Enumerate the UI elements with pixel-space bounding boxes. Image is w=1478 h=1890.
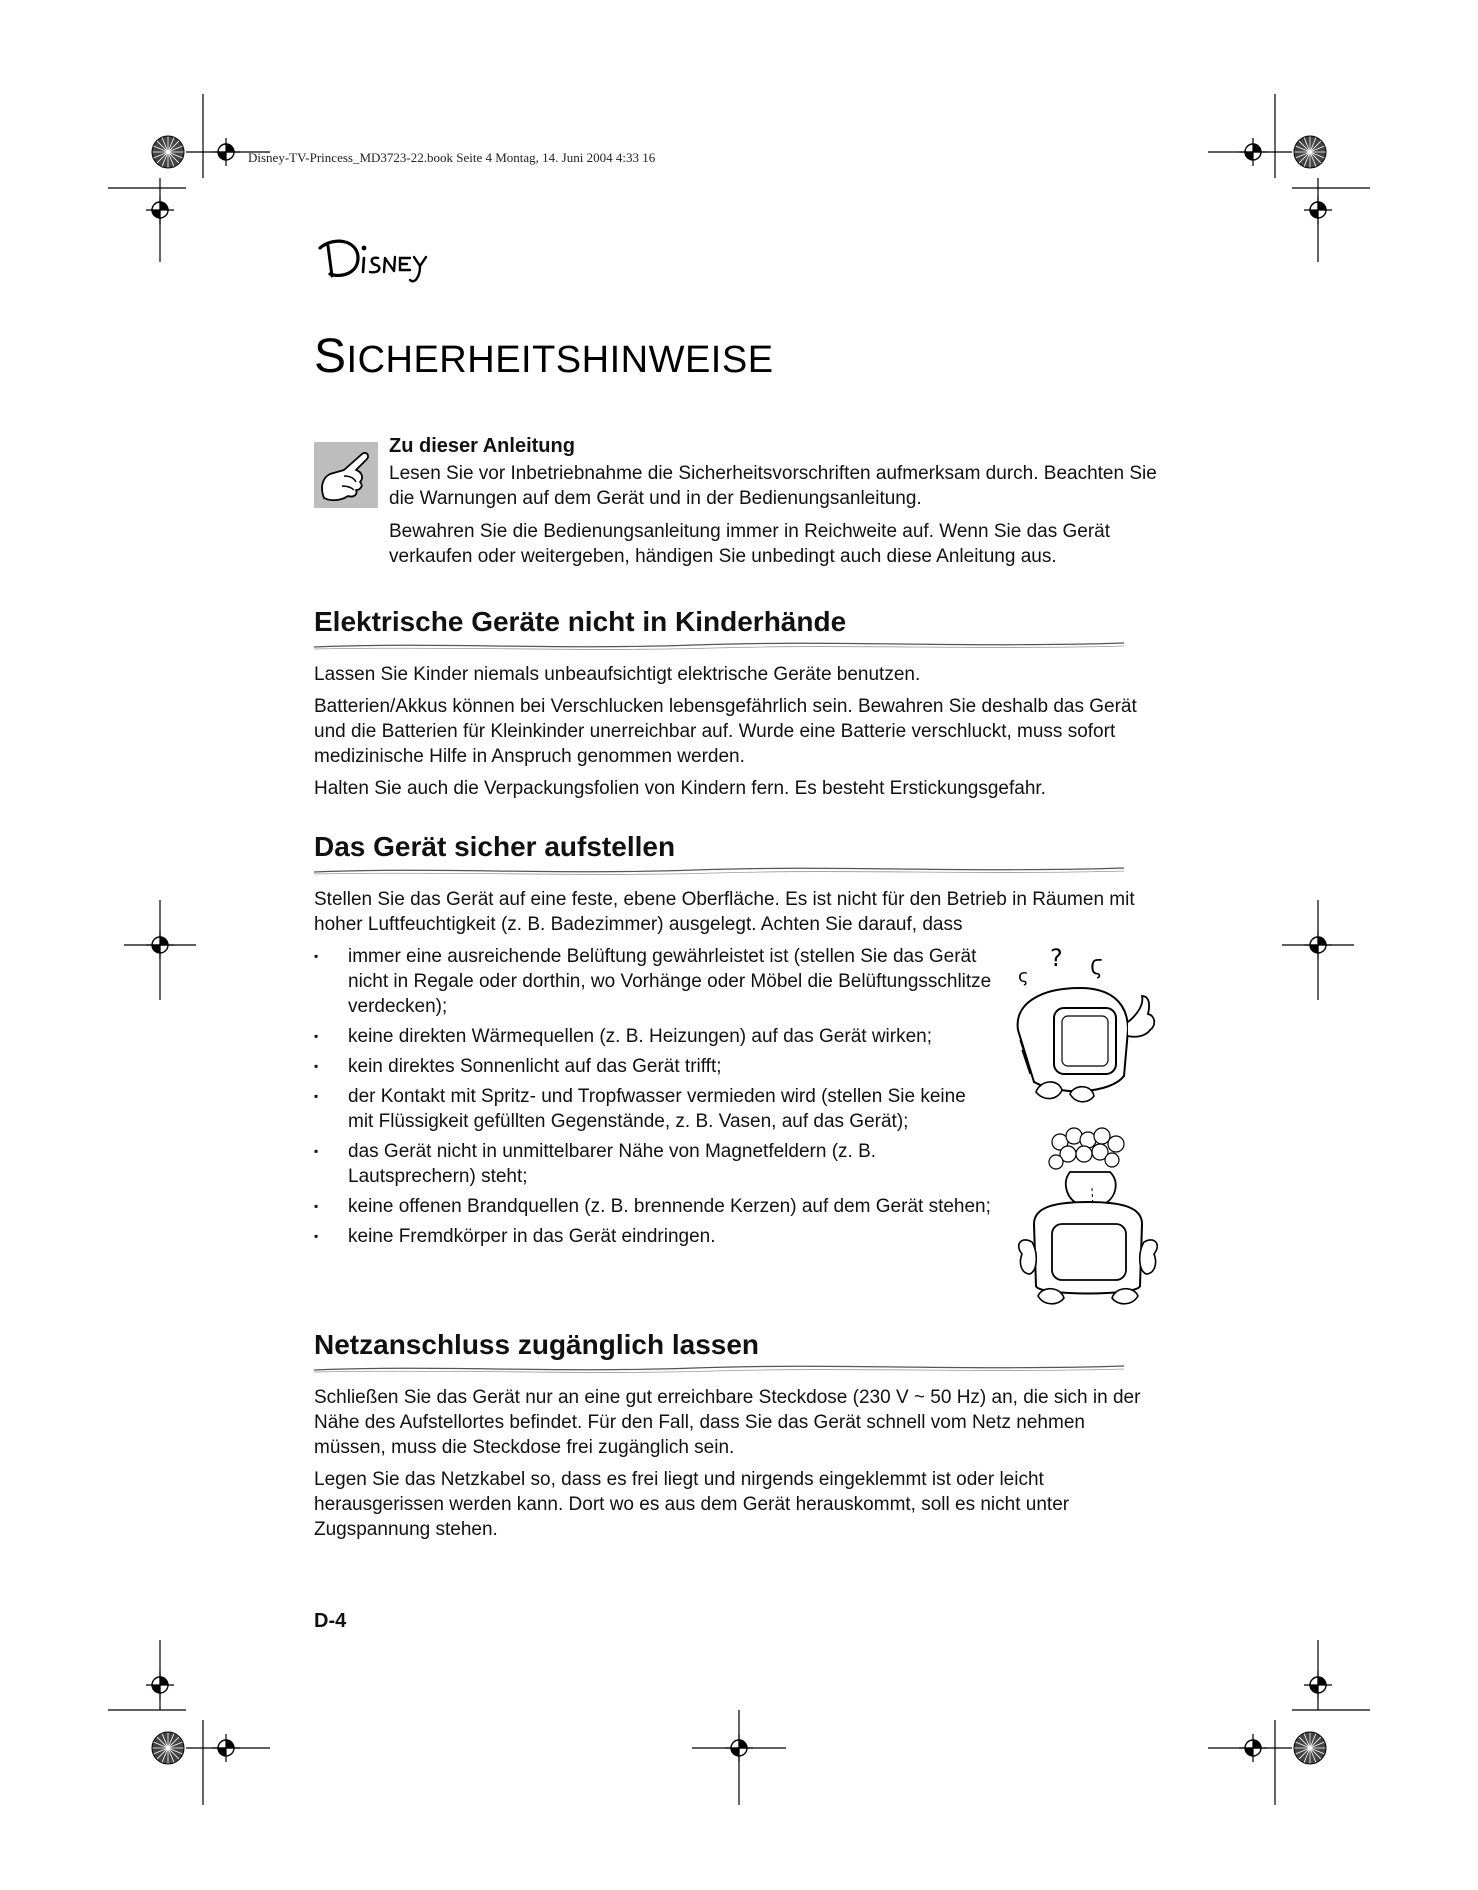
- disney-logo-text: Disney: [314, 287, 317, 288]
- list-item: ▪ der Kontakt mit Spritz- und Tropfwasser vermieden wird (stellen Sie keine mit Flüssigkeit gefüllten Gegenstände, z. B. Vasen, auf das Gerät);: [314, 1084, 994, 1134]
- svg-text:?: ?: [1050, 944, 1063, 972]
- page-title-initial: S: [314, 330, 347, 383]
- paragraph: Schließen Sie das Gerät nur an eine gut erreichbare Steckdose (230 V ~ 50 Hz) an, die sich in der Nähe des Aufstellortes befindet. Für den Fall, dass Sie das Gerät schnell vom Netz nehmen müssen, muss die Steckdose frei zugänglich sein.: [314, 1387, 1141, 1458]
- section-divider: [314, 1361, 1124, 1377]
- section-body-setup: [314, 887, 1156, 944]
- paragraph: Stellen Sie das Gerät auf eine feste, ebene Oberfläche. Es ist nicht für den Betrieb in Räumen mit hoher Luftfeuchtigkeit (z. B. Badezimmer) ausgelegt. Achten Sie darauf, dass: [314, 889, 1135, 935]
- page-number: D-4: [314, 1610, 347, 1632]
- tv-with-vase-illustration: [1008, 1124, 1168, 1314]
- safety-bullet-list: [314, 944, 994, 1254]
- paragraph: Lassen Sie Kinder niemals unbeaufsichtigt elektrische Geräte benutzen.: [314, 664, 921, 685]
- section-body-power: [314, 1385, 1156, 1549]
- section-divider: [314, 863, 1124, 879]
- section-heading-setup: Das Gerät sicher aufstellen: [314, 831, 676, 862]
- section-heading-children: Elektrische Geräte nicht in Kinderhände: [314, 606, 847, 637]
- paragraph: Halten Sie auch die Verpackungsfolien von Kindern fern. Es besteht Erstickungsgefahr.: [314, 778, 1046, 799]
- section-heading-power: Netzanschluss zugänglich lassen: [314, 1329, 760, 1360]
- list-item: ▪ immer eine ausreichende Belüftung gewährleistet ist (stellen Sie das Gerät nicht in Regale oder dorthin, wo Vorhänge oder Möbel die Belüftungsschlitze verdecken);: [314, 944, 994, 1019]
- list-item: ▪ das Gerät nicht in unmittelbarer Nähe von Magnetfeldern (z. B. Lautsprechern) steht;: [314, 1139, 994, 1189]
- book-info-header: Disney-TV-Princess_MD3723-22.book Seite 4 Montag, 14. Juni 2004 4:33 16: [248, 150, 656, 165]
- list-item: ▪ keine Fremdkörper in das Gerät eindringen.: [314, 1224, 994, 1249]
- page-title-rest: ICHERHEITSHINWEISE: [346, 339, 774, 381]
- pointing-hand-icon: [314, 442, 378, 508]
- section-divider: [314, 638, 1124, 654]
- note-paragraph: Bewahren Sie die Bedienungsanleitung immer in Reichweite auf. Wenn Sie das Gerät verkaufen oder weitergeben, händigen Sie unbedingt auch diese Anleitung aus.: [389, 521, 1111, 567]
- list-item: ▪ keine direkten Wärmequellen (z. B. Heizungen) auf das Gerät wirken;: [314, 1024, 994, 1049]
- disney-logo: [314, 228, 434, 288]
- note-paragraph: Lesen Sie vor Inbetriebnahme die Sicherheitsvorschriften aufmerksam durch. Beachten Sie die Warnungen auf dem Gerät und in der Bedienungsanleitung.: [389, 463, 1157, 509]
- note-box: [389, 434, 1159, 577]
- paragraph: Batterien/Akkus können bei Verschlucken lebensgefährlich sein. Bewahren Sie deshalb das Gerät und die Batterien für Kleinkinder unerreichbar auf. Wurde eine Batterie verschluckt, muss sofort medizinische Hilfe in Anspruch genommen werden.: [314, 696, 1137, 767]
- page-title: [314, 330, 774, 383]
- svg-text:ς: ς: [1018, 966, 1029, 987]
- tv-character-illustration: [1000, 944, 1170, 1114]
- note-heading: Zu dieser Anleitung: [389, 435, 575, 457]
- paragraph: Legen Sie das Netzkabel so, dass es frei liegt und nirgends eingeklemmt ist oder leicht herausgerissen werden kann. Dort wo es aus dem Gerät herauskommt, soll es nicht unter Zugspannung stehen.: [314, 1469, 1070, 1540]
- svg-text:Ϛ: Ϛ: [1090, 955, 1103, 979]
- list-item: ▪ kein direktes Sonnenlicht auf das Gerät trifft;: [314, 1054, 994, 1079]
- list-item: ▪ keine offenen Brandquellen (z. B. brennende Kerzen) auf dem Gerät stehen;: [314, 1194, 994, 1219]
- section-body-children: [314, 662, 1156, 808]
